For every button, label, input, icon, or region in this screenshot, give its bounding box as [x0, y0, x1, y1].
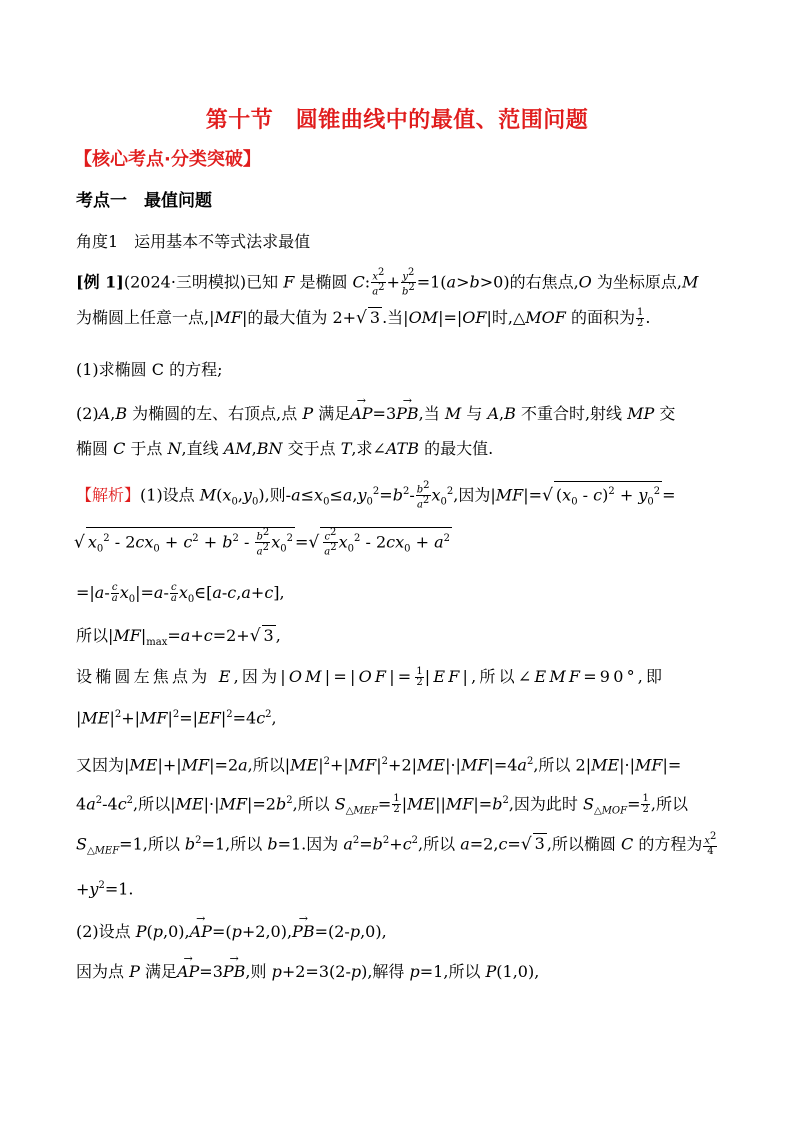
solution-line-12: 因为点 P 满足→ AP=3→ PB,则 p+2=3(2-p),解得 p=1,所以 P(1,0), — [76, 960, 726, 984]
topic-heading: 考点一 最值问题 — [76, 191, 212, 211]
angle-heading: 角度1 运用基本不等式法求最值 — [76, 232, 311, 251]
question-2-line-2: 椭圆 C 于点 N,直线 AM,BN 交于点 T,求∠ATB 的最大值. — [76, 439, 494, 458]
solution-line-7: 又因为|ME|+|MF|=2a,所以$|ME|^2+|MF|^2+2|ME|\cdot|MF|=4a^2$,所以 2|ME|·|MF|= — [76, 755, 682, 775]
solution-line-2: √ $x_0^2 - 2cx_0 + c^2 + b^2$ - $\frac{b^2}{a^2}$ $x_0^2$ =√ $\frac{c^2}{a^2}$ $x_0^2 - 2cx_0 + a^2$ — [74, 527, 451, 558]
example-label: [例 1] — [76, 272, 124, 292]
question-2-line-1: (2)A,B 为椭圆的左、右顶点,点 P 满足→ AP=3→ PB,当 M 与 A,B 不重合时,射线 MP 交 — [76, 402, 726, 426]
example-source: (2024·三明模拟) — [123, 272, 247, 292]
example-line-2: 为椭圆上任意一点,|MF|的最大值为 2+√ 3 .当|OM|=|OF|时,△MOF 的面积为 $\frac{1}{2}$ . — [76, 307, 651, 329]
solution-line-1: 【解析】(1)设点 $M(x_0,y_0)$,则$-a\le x_0\le a,y_0^2=b^2-$ $\frac{b^2}{a^2}$ $x_0^2$,因为|MF|=√ $(x_0 - c)^2 + y_0^2$ = — [76, 480, 676, 511]
section-heading: 【核心考点·分类突破】 — [74, 149, 261, 170]
question-1: (1)求椭圆 C 的方程; — [76, 360, 223, 379]
solution-line-5: 设椭圆左焦点为 E,因为|OM|=|OF|= $\frac{1}{2}$ |EF|,所以∠EMF=90°,即 — [76, 666, 666, 688]
solution-line-4: 所以$|MF|_{max}=a+c=2+√$ 3 , — [76, 626, 281, 649]
example-line-1: [例 1](2024·三明模拟)已知 F 是椭圆 C: $\frac{x^2}{a^2}$ + $\frac{y^2}{b^2}$ =1(a>b>0)的右焦点,O 为坐标原点,M — [76, 267, 699, 298]
solution-line-6: $|ME|^2+|MF|^2=|EF|^2=4c^2$, — [76, 708, 277, 728]
solution-line-10: $+y^2=1$. — [76, 879, 134, 899]
solution-line-3: =|a- $\frac{c}{a}$ $x_0|=a-$ $\frac{c}{a}$ $x_0\in[a-c,a+c]$, — [76, 582, 285, 606]
solution-line-11: (2)设点 P(p,0),→ AP=(p+2,0),→ PB=(2-p,0), — [76, 920, 726, 944]
solution-label: 【解析】 — [76, 485, 141, 505]
solution-line-8: $4a^2-4c^2$,所以$|ME|\cdot|MF|=2b^2$,所以 $S_{\triangle MEF}=$ $\frac{1}{2}$ $|ME||MF|=b^2$,因为此时 $S_{\triangle MOF}=$ $\frac{1}{2}$ ,所以 — [76, 793, 688, 817]
solution-line-9: $S_{\triangle MEF}=1$,所以 $b^2=1$,所以 b=1.因为 $a^2=b^2+c^2$,所以 a=2,c=√ 3 ,所以椭圆 C 的方程为 $\frac{x^2}{4}$ — [76, 831, 717, 858]
page-title: 第十节 圆锥曲线中的最值、范围问题 — [205, 108, 589, 133]
